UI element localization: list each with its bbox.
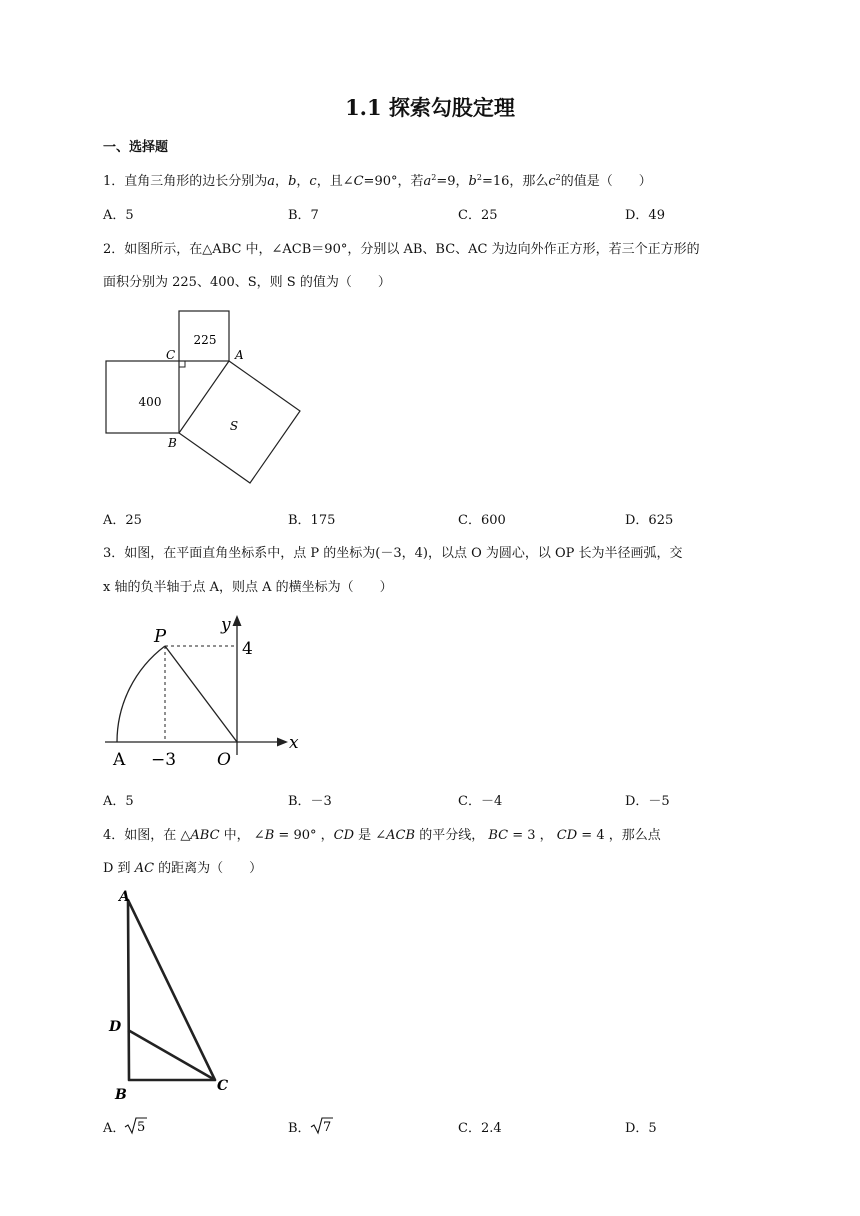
- q2-stem-line2: 面积分别为 225、400、S，则 S 的值为（ ）: [103, 275, 391, 290]
- q1-stem: 1．直角三角形的边长分别为a，b，c，且∠C=90°，若$a^2=9$，$b^2=16$，那么$c^2$的值是（ ）: [103, 173, 652, 189]
- label-p: P: [154, 626, 167, 647]
- q2-options: [103, 509, 763, 529]
- q3-option-a[interactable]: A．5: [103, 794, 134, 809]
- sqrt-sign: [125, 1117, 147, 1135]
- q4-option-d[interactable]: D．5: [625, 1121, 657, 1136]
- q2-option-b[interactable]: B．175: [288, 513, 336, 528]
- q4-triangle-figure: [105, 885, 245, 1105]
- label-400: 400: [138, 395, 162, 409]
- q3-option-c[interactable]: C．－4: [458, 794, 503, 809]
- y-axis-arrow: [233, 615, 242, 626]
- q2-option-d[interactable]: D．625: [625, 513, 674, 528]
- svg-text:5: 5: [137, 1120, 146, 1135]
- label-d: D: [109, 1019, 122, 1035]
- square-ab: [179, 361, 300, 483]
- q4-option-b[interactable]: B． 7: [288, 1117, 333, 1136]
- label-a: A: [235, 348, 244, 362]
- q4-option-c[interactable]: C．2.4: [458, 1121, 502, 1136]
- q2-option-c[interactable]: C．600: [458, 513, 506, 528]
- svg-text:7: 7: [322, 1120, 331, 1135]
- q3-stem-line2: x 轴的负半轴于点 A，则点 A 的横坐标为（ ）: [103, 580, 393, 595]
- q4-stem-line1: 4．如图，在 △ABC 中， ∠B = 90° ，CD 是 ∠ACB 的平分线， BC = 3 ， CD = 4 ，那么点: [103, 828, 661, 843]
- q2-stem-line1: 2．如图所示，在△ABC 中，∠ACB＝90°，分别以 AB、BC、AC 为边向外作正方形，若三个正方形的: [103, 242, 700, 257]
- label-c: C: [166, 348, 176, 362]
- page-title: 1.1 探索勾股定理: [345, 95, 515, 120]
- q3-options: [103, 790, 763, 810]
- label-neg3: −3: [151, 750, 177, 770]
- q1-option-d[interactable]: D．49: [625, 208, 665, 223]
- label-b: B: [115, 1087, 127, 1103]
- q1-option-b[interactable]: B．7: [288, 208, 319, 223]
- label-o: O: [217, 750, 231, 770]
- q4-options: [103, 1117, 763, 1137]
- label-s: S: [229, 419, 239, 433]
- label-a: A: [119, 889, 130, 905]
- segment-op: [165, 646, 237, 742]
- label-a: A: [113, 750, 126, 770]
- q4-option-a[interactable]: A． 5: [103, 1117, 147, 1136]
- x-axis-arrow: [277, 738, 288, 747]
- label-b: B: [168, 436, 177, 450]
- section-heading: 一、选择题: [103, 140, 169, 155]
- q2-squares-figure: [100, 305, 310, 490]
- triangle-abc: [128, 900, 215, 1080]
- q2-option-a[interactable]: A．25: [103, 513, 142, 528]
- q1-option-a[interactable]: A．5: [103, 208, 134, 223]
- arc-op: [117, 646, 165, 742]
- q1-option-c[interactable]: C．25: [458, 208, 498, 223]
- sqrt-sign: [311, 1117, 333, 1135]
- label-y: y: [221, 615, 231, 635]
- label-4: 4: [242, 639, 253, 659]
- right-angle-mark: [179, 361, 185, 367]
- label-225: 225: [193, 333, 217, 347]
- q3-stem-line1: 3．如图，在平面直角坐标系中，点 P 的坐标为(－3，4)，以点 O 为圆心，以 OP 长为半径画弧，交: [103, 546, 683, 561]
- label-c: C: [217, 1078, 229, 1094]
- q4-stem-line2: D 到 AC 的距离为（ ）: [103, 861, 263, 876]
- q1-options: [103, 204, 763, 224]
- q3-coordinate-figure: [100, 610, 310, 770]
- q3-option-b[interactable]: B．－3: [288, 794, 332, 809]
- q3-option-d[interactable]: D．－5: [625, 794, 670, 809]
- label-x: x: [289, 733, 299, 753]
